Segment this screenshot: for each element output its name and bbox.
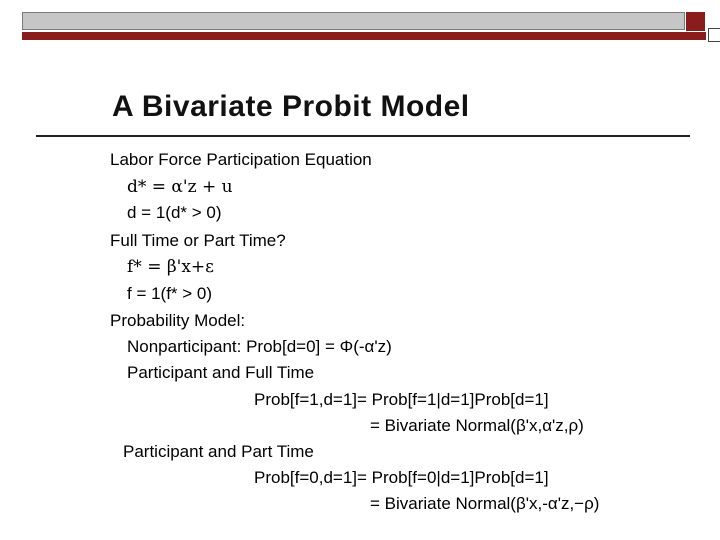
eq-d-star: d* = α'z + u bbox=[127, 177, 233, 197]
prob-part-time: Prob[f=0,d=1]= Prob[f=0|d=1]Prob[d=1] bbox=[254, 468, 549, 487]
prob-full-time: Prob[f=1,d=1]= Prob[f=1|d=1]Prob[d=1] bbox=[254, 390, 549, 409]
outline-square bbox=[708, 28, 720, 42]
red-square bbox=[686, 12, 705, 31]
heading-labor-force: Labor Force Participation Equation bbox=[110, 150, 372, 169]
bivariate-full-time: = Bivariate Normal(β'x,α'z,ρ) bbox=[370, 416, 584, 435]
eq-d: d = 1(d* > 0) bbox=[127, 203, 222, 222]
eq-f-star: f* = β'x+ε bbox=[127, 257, 214, 277]
nonparticipant-line: Nonparticipant: Prob[d=0] = Φ(-α'z) bbox=[127, 337, 392, 356]
slide-title: A Bivariate Probit Model bbox=[112, 90, 470, 123]
red-bar bbox=[22, 32, 706, 40]
participant-full-time-label: Participant and Full Time bbox=[127, 363, 315, 382]
grey-bar bbox=[22, 12, 685, 30]
participant-part-time-label: Participant and Part Time bbox=[123, 442, 314, 461]
title-underline bbox=[36, 135, 690, 137]
heading-probability-model: Probability Model: bbox=[110, 311, 246, 330]
bivariate-part-time: = Bivariate Normal(β'x,-α'z,−ρ) bbox=[370, 494, 600, 513]
heading-full-part-time: Full Time or Part Time? bbox=[110, 231, 286, 250]
decorative-header-bar bbox=[22, 12, 706, 40]
eq-f: f = 1(f* > 0) bbox=[127, 284, 213, 303]
